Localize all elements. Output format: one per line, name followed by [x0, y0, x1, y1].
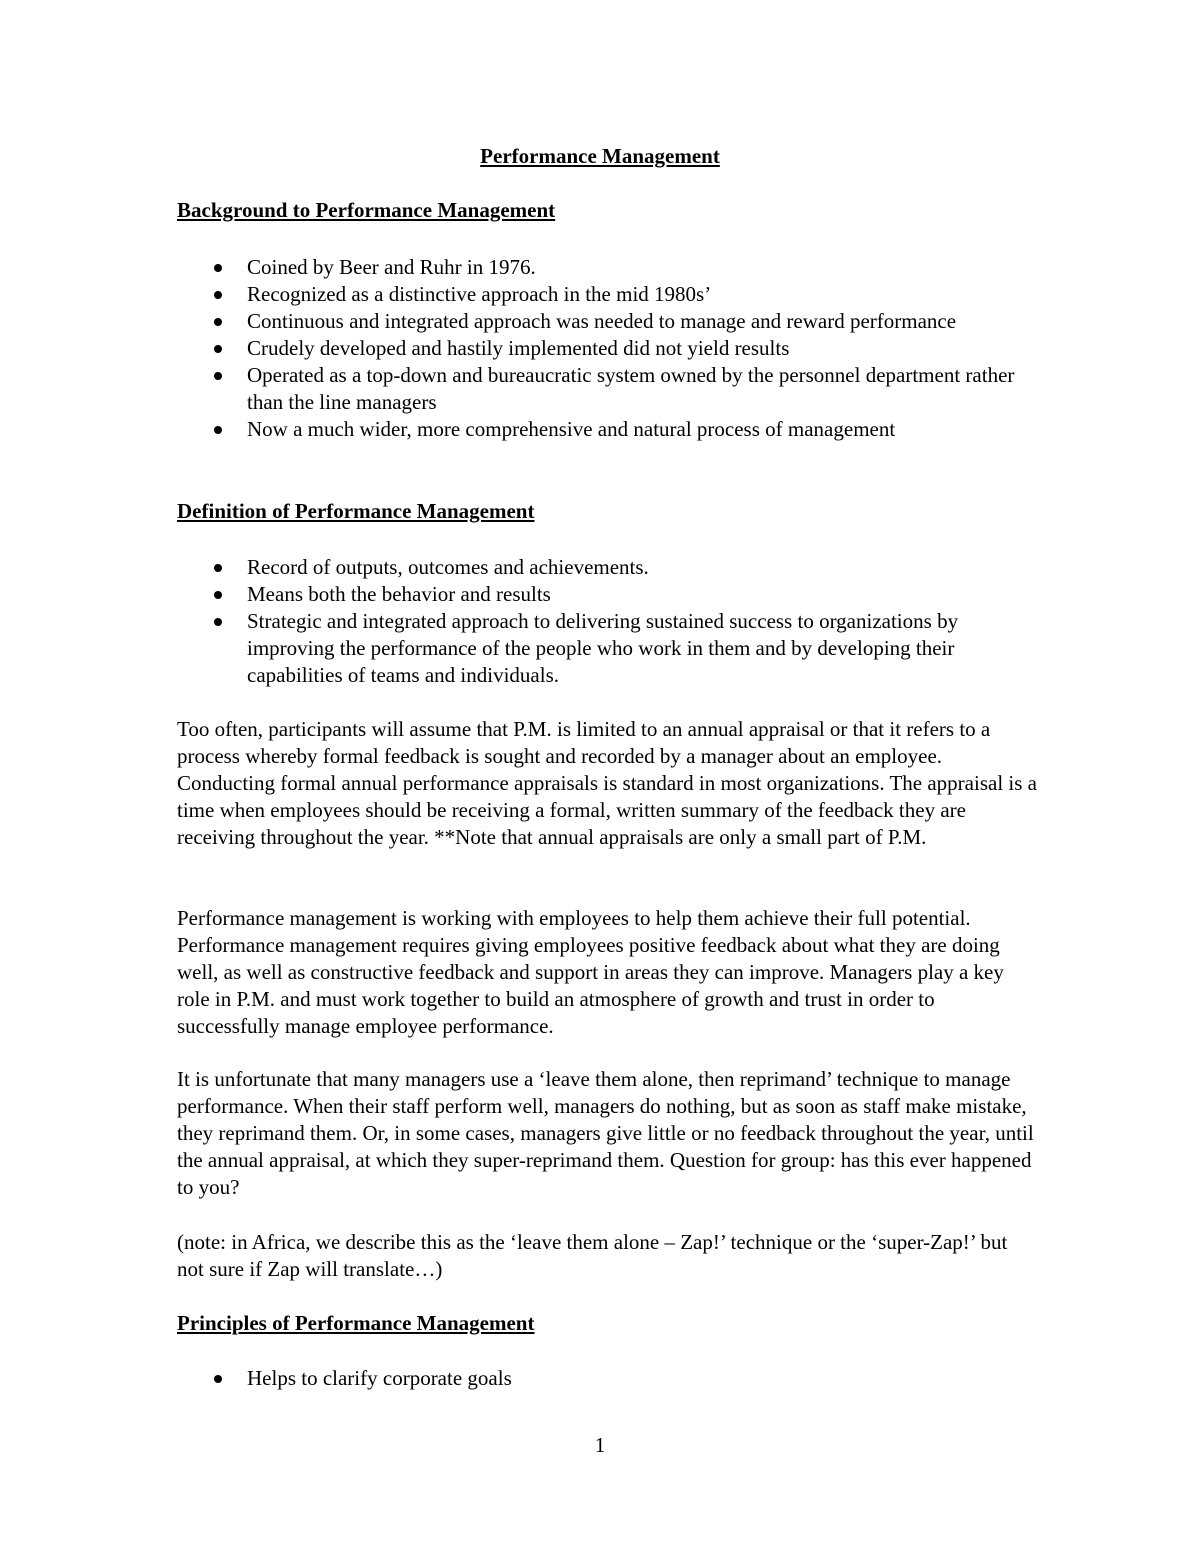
bullet-icon — [214, 345, 222, 353]
section-heading-definition: Definition of Performance Management — [177, 499, 535, 523]
background-bullet-list — [177, 254, 1037, 443]
paragraph-performance-management: Performance management is working with employees to help them achieve their full potential. Performance management requires giving employees positive feedback about what they are doing well, as well as constructive feedback and support in areas they can improve. Managers play a key role in P.M. and must work together to build an atmosphere of growth and trust in order to successfully manage employee performance. — [177, 906, 1004, 1038]
principles-bullet-list — [177, 1365, 1037, 1392]
bullet-icon — [214, 426, 222, 434]
section-heading-background: Background to Performance Management — [177, 198, 556, 222]
bullet-icon — [214, 372, 222, 380]
paragraph-annual-appraisal: Too often, participants will assume that P.M. is limited to an annual appraisal or that it refers to a process whereby formal feedback is sought and recorded by a manager about an employee. Conducting formal annual performance appraisals is standard in most organizations. The appraisal is a time when employees should be receiving a formal, written summary of the feedback they are receiving throughout the year. **Note that annual appraisals are only a small part of P.M. — [177, 717, 1037, 849]
list-item: Recognized as a distinctive approach in the mid 1980s’ — [177, 281, 1037, 308]
section-heading-principles: Principles of Performance Management — [177, 1311, 535, 1335]
list-item: Record of outputs, outcomes and achievements. — [177, 554, 1037, 581]
list-item: Now a much wider, more comprehensive and natural process of management — [177, 416, 1037, 443]
page-number: 1 — [594, 1433, 606, 1457]
bullet-icon — [214, 318, 222, 326]
list-item: Means both the behavior and results — [177, 581, 1037, 608]
document-title: Performance Management — [480, 144, 720, 168]
bullet-icon — [214, 591, 222, 599]
definition-bullet-list — [177, 554, 1037, 689]
paragraph-note-africa: (note: in Africa, we describe this as the ‘leave them alone – Zap!’ technique or the ‘super-Zap!’ but not sure if Zap will translate…) — [177, 1230, 1008, 1281]
bullet-icon — [214, 291, 222, 299]
list-item: Coined by Beer and Ruhr in 1976. — [177, 254, 1037, 281]
list-item: Crudely developed and hastily implemented did not yield results — [177, 335, 1037, 362]
bullet-icon — [214, 264, 222, 272]
list-item: Helps to clarify corporate goals — [177, 1365, 1037, 1392]
list-item: Operated as a top-down and bureaucratic system owned by the personnel department rather than the line managers — [177, 362, 1037, 416]
bullet-icon — [214, 618, 222, 626]
bullet-icon — [214, 564, 222, 572]
bullet-icon — [214, 1375, 222, 1383]
list-item: Continuous and integrated approach was needed to manage and reward performance — [177, 308, 1037, 335]
list-item: Strategic and integrated approach to delivering sustained success to organizations by improving the performance of the people who work in them and by developing their capabilities of teams and individuals. — [177, 608, 1037, 689]
paragraph-reprimand-technique: It is unfortunate that many managers use a ‘leave them alone, then reprimand’ technique to manage performance. When their staff perform well, managers do nothing, but as soon as staff make mistake, they reprimand them. Or, in some cases, managers give little or no feedback throughout the year, until the annual appraisal, at which they super-reprimand them. Question for group: has this ever happened to you? — [177, 1067, 1034, 1199]
